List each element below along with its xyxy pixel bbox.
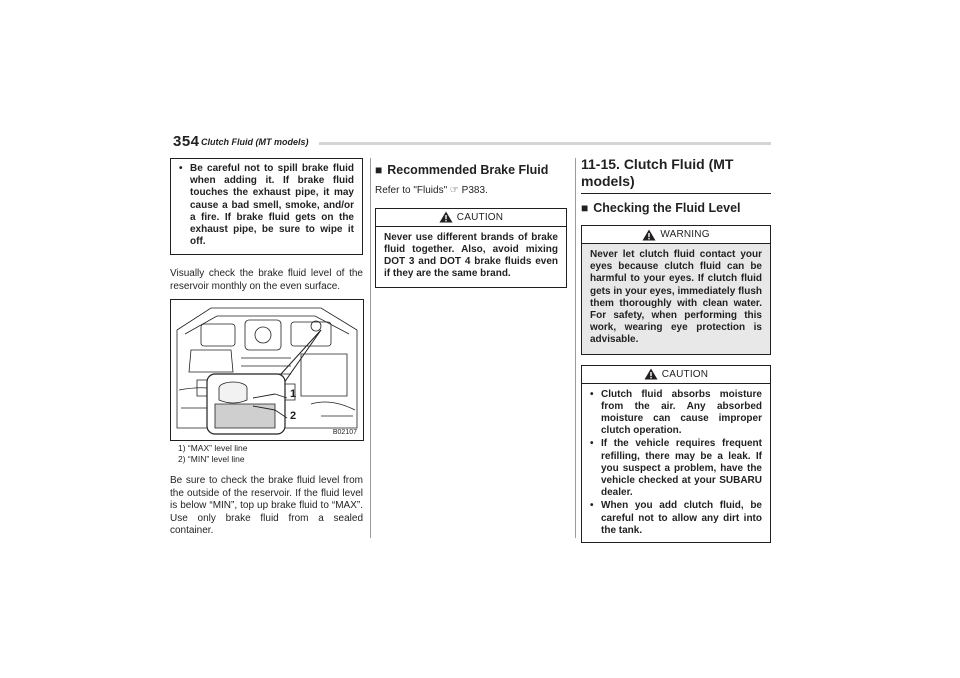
bullet-icon: • bbox=[179, 163, 183, 174]
header-rule bbox=[319, 142, 771, 145]
callout-max: 1 bbox=[290, 388, 297, 401]
column-divider-right bbox=[575, 158, 576, 538]
body-text: Be sure to check the brake fluid level from the outside of the reservoir. If the fluid level is below “MIN”, top up brake fluid to “MAX”. Use only brake fluid from a sealed container. bbox=[170, 475, 363, 537]
caution-box bbox=[375, 208, 567, 289]
warning-label: WARNING bbox=[660, 229, 710, 240]
warning-header bbox=[582, 226, 770, 244]
caution-item bbox=[590, 389, 762, 438]
caution-item bbox=[590, 438, 762, 499]
brake-fluid-heading bbox=[375, 163, 567, 178]
right-column bbox=[581, 156, 771, 543]
column-divider-left bbox=[370, 158, 371, 538]
warning-triangle-icon bbox=[439, 211, 453, 223]
page-header bbox=[173, 133, 771, 153]
chapter-heading: 11-15. Clutch Fluid (MT models) bbox=[581, 156, 771, 194]
reservoir-figure bbox=[170, 299, 364, 441]
warning-box bbox=[581, 225, 771, 355]
square-bullet-icon: ■ bbox=[581, 201, 589, 215]
caution-label: CAUTION bbox=[661, 368, 709, 380]
bullet-icon: • bbox=[590, 388, 594, 400]
caution-item-text: Clutch fluid absorbs moisture from the air. Any absorbed moisture can cause improper clutch operation. bbox=[601, 388, 762, 437]
engine-bay-illustration bbox=[171, 300, 363, 440]
caution-item-text: If the vehicle requires frequent refilling, there may be a leak. If you suspect a problem, have the vehicle checked at your SUBARU dealer. bbox=[601, 438, 762, 499]
checking-heading bbox=[581, 201, 771, 216]
refer-text: Refer to "Fluids" ☞ P383. bbox=[375, 185, 488, 196]
caution-label: CAUTION bbox=[456, 211, 504, 223]
caption-min: 2) “MIN” level line bbox=[178, 454, 245, 465]
caution-header bbox=[376, 209, 566, 227]
note-bullet bbox=[179, 163, 354, 248]
bullet-icon: • bbox=[590, 500, 594, 512]
heading-text: Recommended Brake Fluid bbox=[387, 163, 549, 177]
warning-triangle-icon bbox=[644, 368, 658, 380]
figure-captions bbox=[170, 443, 363, 465]
caution-text: Never use different brands of brake fluid together. Also, avoid mixing DOT 3 and DOT 4 brake fluids even if they are the same brand. bbox=[384, 231, 558, 280]
warning-triangle-icon bbox=[642, 229, 656, 241]
subheading-text: Checking the Fluid Level bbox=[593, 201, 741, 215]
caution-item-text: When you add clutch fluid, be careful not to allow any dirt into the tank. bbox=[601, 500, 762, 536]
callout-min: 2 bbox=[290, 410, 297, 423]
caution-item bbox=[590, 500, 762, 537]
middle-column bbox=[375, 163, 567, 288]
square-bullet-icon: ■ bbox=[375, 163, 383, 177]
caution-header bbox=[582, 366, 770, 384]
note-text: Be careful not to spill brake fluid when adding it. If brake fluid touches the exhaust pipe, it may cause a bad smell, smoke, and/or a fire. If brake fluid gets on the exhaust pipe, be sure to wipe it off. bbox=[190, 163, 354, 248]
spill-note-box bbox=[170, 158, 363, 255]
bullet-icon: • bbox=[590, 438, 594, 450]
caution-list bbox=[582, 384, 770, 542]
page-number: 354 bbox=[173, 133, 200, 150]
section-title: Clutch Fluid (MT models) bbox=[201, 137, 309, 147]
clutch-caution-box bbox=[581, 365, 771, 543]
figure-code: B02107 bbox=[332, 429, 357, 437]
caption-max: 1) “MAX” level line bbox=[178, 443, 248, 454]
left-column bbox=[170, 158, 363, 538]
warning-text: Never let clutch fluid contact your eyes because clutch fluid can be harmful to your eyes. If clutch fluid gets in your eyes, immediately flush them thoroughly with clean water. For safety, when performing this work, wearing eye protection is advisable. bbox=[590, 249, 762, 346]
intro-text: Visually check the brake fluid level of the reservoir monthly on the even surface. bbox=[170, 268, 363, 292]
